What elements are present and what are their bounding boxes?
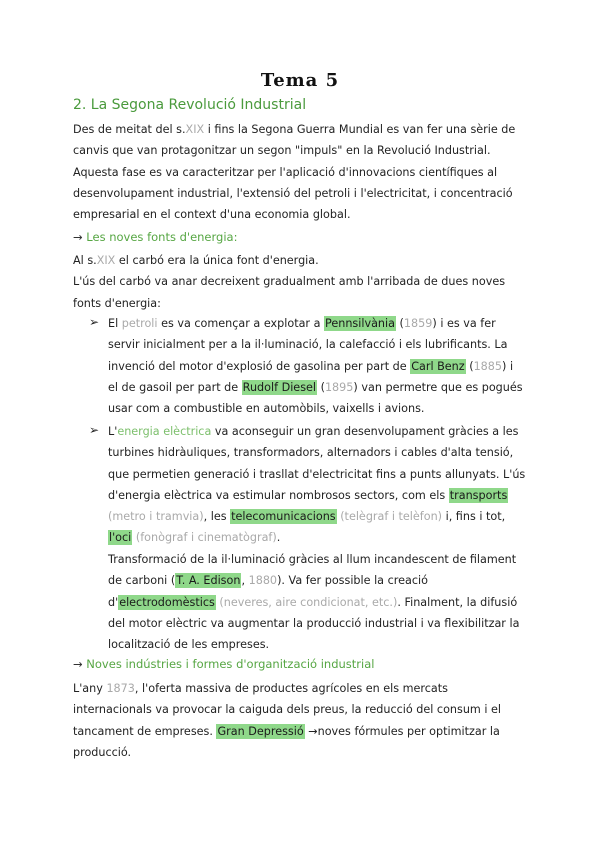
year-1895: 1895 — [324, 380, 354, 394]
illumination-text: . Finalment, la difusió del motor elèctric va augmentar la producció industrial i va flexibilitzar la localització de les empreses. — [108, 595, 520, 652]
intro-century: XIX — [185, 123, 205, 136]
petroli-text: ) i el de gasoil per part de — [108, 359, 514, 394]
highlight-transports: transports — [449, 488, 508, 502]
subheading-energy-sources — [73, 230, 237, 244]
illumination-text: , — [241, 574, 249, 588]
electric-text: va aconseguir un gran desenvolupament gràcies a les turbines hidràuliques, transformadors, alternadors i cables d'alta tensió, que permetien generació i trasllat d'electricitat fins a punts allunyats. L'ús d'energia elèctrica va estimular nombrosos sectors, com els — [108, 425, 526, 502]
petroli-term: petroli — [121, 317, 158, 330]
year-1873: 1873 — [106, 682, 135, 695]
highlight-oci: l'oci — [109, 531, 132, 545]
electric-paragraph — [108, 421, 526, 549]
illumination-paragraph — [108, 549, 526, 655]
electric-text: L' — [108, 425, 118, 438]
petroli-paragraph — [108, 313, 526, 419]
oci-examples: (fonògraf i cinematògraf) — [135, 531, 277, 545]
coal-text-a: Al s. — [73, 254, 97, 267]
petroli-text: ( — [396, 317, 404, 330]
petroli-text: El — [108, 317, 122, 330]
illumination-text: ). Va fer possible la creació d' — [108, 574, 428, 609]
transports-examples: (metro i tramvia) — [108, 510, 204, 524]
petroli-text: ( — [465, 359, 474, 373]
final-paragraph — [73, 678, 523, 763]
bullet-arrow-icon: ➢ — [89, 423, 100, 437]
coal-text-b: el carbó era la única font d'energia. — [115, 254, 319, 267]
subheading-industries-label: Noves indústries i formes d'organització industrial — [86, 657, 375, 671]
final-text: L'any — [73, 682, 107, 695]
highlight-electrodomestics: electrodomèstics — [119, 595, 215, 609]
electro-examples: (neveres, aire condicionat, etc.) — [219, 595, 398, 609]
coal-century: XIX — [96, 254, 116, 267]
year-1885: 1885 — [473, 359, 503, 373]
illumination-text: Transformació de la il·luminació gràcies al llum incandescent de filament de carboni ( — [108, 553, 517, 588]
petroli-text: es va començar a explotar a — [157, 317, 324, 330]
arrow-icon: → — [73, 657, 83, 671]
final-text: →noves fórmules per optimitzar la producció. — [73, 724, 500, 759]
highlight-gran-depressio: Gran Depressió — [217, 724, 304, 738]
intro-paragraph — [73, 119, 523, 225]
page-title: Tema 5 — [260, 70, 340, 91]
coal-paragraph — [73, 250, 523, 314]
highlight-rudolf-diesel: Rudolf Diesel — [242, 380, 317, 394]
petroli-text: ( — [317, 380, 325, 394]
intro-text-1: Des de meitat del s. — [73, 123, 186, 136]
electric-text: , les — [203, 510, 231, 524]
highlight-telecomunicacions: telecomunicacions — [231, 510, 336, 524]
subheading-new-industries — [73, 657, 374, 671]
bullet-arrow-icon: ➢ — [89, 315, 100, 329]
telecom-examples: (telègraf i telèfon) — [340, 510, 443, 524]
electric-text: . — [276, 531, 281, 545]
final-text: , l'oferta massiva de productes agrícoles en els mercats internacionals va provocar la caiguda dels preus, la reducció del consum i el tancament de empreses. — [73, 682, 502, 738]
electric-text: i, fins i tot, — [442, 510, 506, 524]
electric-term: energia elèctrica — [117, 425, 212, 438]
intro-text-2: i fins la Segona Guerra Mundial es van fer una sèrie de canvis que van protagonitzar un segon "impuls" en la Revolució Industrial. Aquesta fase es va caracteritzar per l'aplicació d'innovacions científiques al desenvolupament industrial, l'extensió del petroli i l'electricitat, i concentració empresarial en el context d'una economia global. — [73, 123, 516, 222]
highlight-carl-benz: Carl Benz — [411, 359, 465, 373]
petroli-text: ) van permetre que es pogués usar com a combustible en automòbils, vaixells i avions. — [108, 380, 523, 416]
coal-text-c: L'ús del carbó va anar decreixent gradualment amb l'arribada de dues noves fonts d'energia: — [73, 275, 506, 310]
petroli-text: ) i es va fer servir inicialment per a la il·luminació, la calefacció i els lubrificants. La invenció del motor d'explosió de gasolina per part de — [108, 317, 508, 373]
highlight-edison: T. A. Edison — [176, 574, 241, 588]
subheading-energy-label: Les noves fonts d'energia: — [86, 230, 238, 244]
highlight-pennsilvania: Pennsilvània — [325, 317, 395, 330]
section-heading: 2. La Segona Revolució Industrial — [73, 97, 307, 113]
arrow-icon: → — [73, 230, 83, 244]
year-1859: 1859 — [403, 317, 433, 330]
year-1880: 1880 — [248, 574, 278, 588]
